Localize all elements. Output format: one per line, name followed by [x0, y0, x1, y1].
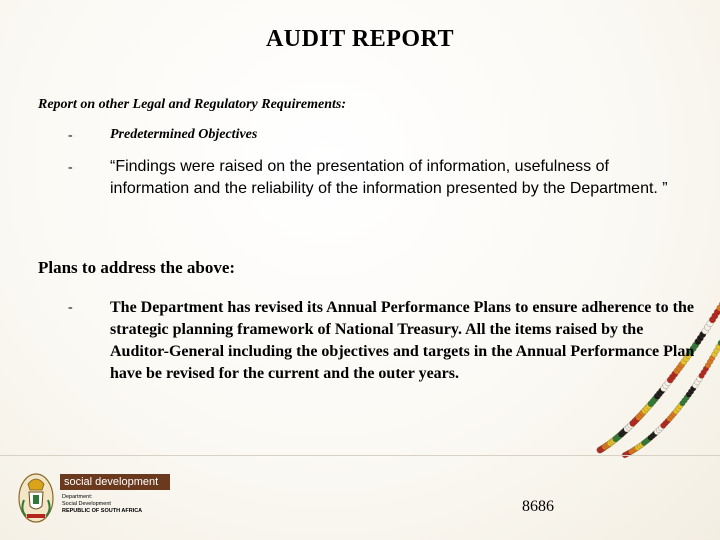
brand-name-bar: social development [60, 474, 170, 490]
bullet-dash-3: - [68, 300, 73, 315]
page-title: AUDIT REPORT [265, 26, 455, 52]
objectives-label: Predetermined Objectives [110, 127, 258, 142]
department-logo [8, 462, 178, 532]
plans-text: The Department has revised its Annual Performance Plans to ensure adherence to the strategic planning framework of National Treasury. All the items raised by the Auditor-General including the objectives and targets in the Annual Performance Plan have be revised for the current and the outer years. [110, 299, 695, 382]
dept-line-3: REPUBLIC OF SOUTH AFRICA [62, 508, 143, 514]
page-number: 8686 [522, 498, 554, 515]
section-subtitle: Report on other Legal and Regulatory Requirements: [38, 97, 347, 112]
bullet-dash-2: - [68, 160, 73, 175]
footer-divider [0, 455, 720, 456]
bullet-dash-1: - [68, 128, 73, 143]
coat-of-arms-icon [16, 470, 56, 526]
dept-line-1: Department: [62, 494, 93, 500]
dept-line-2: Social Development [62, 501, 111, 507]
department-lines [62, 494, 142, 515]
plans-heading: Plans to address the above: [38, 258, 236, 277]
findings-quote: “Findings were raised on the presentation of information, usefulness of information and the reliability of the information presented by the Department. ” [110, 158, 668, 197]
